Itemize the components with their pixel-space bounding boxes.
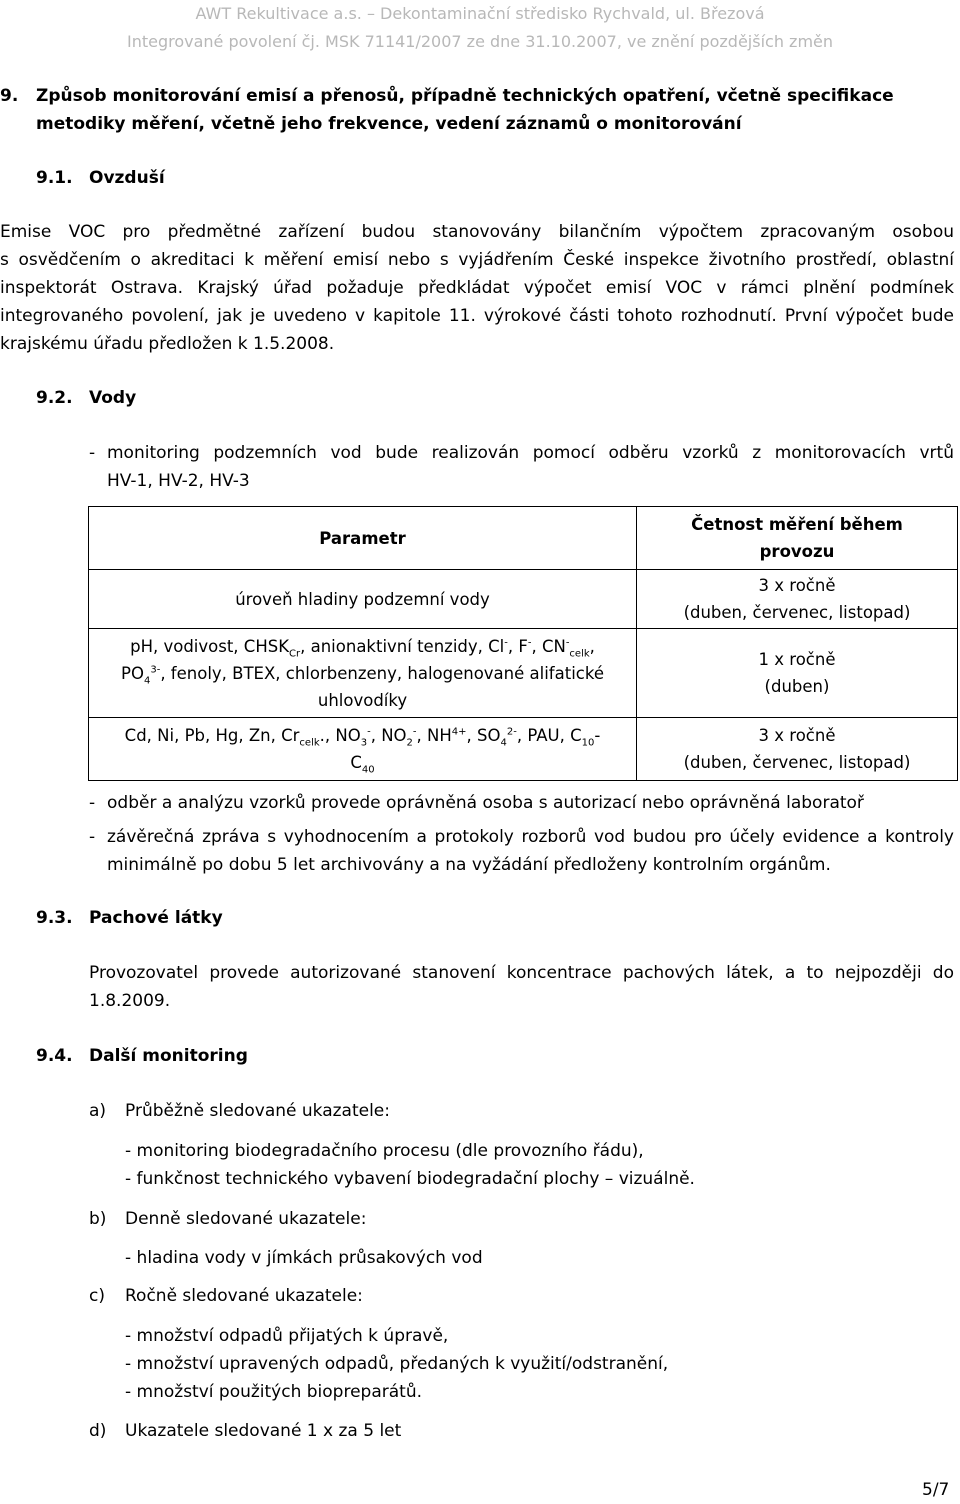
item-b-title: Denně sledované ukazatele: [125,1209,367,1229]
section-9-3-number: 9.3. [36,908,73,928]
table-header-frequency-line-2: provozu [759,542,835,561]
section-9-4-number: 9.4. [36,1046,73,1066]
s91-line-1: Emise VOC pro předmětné zařízení budou stanovovány bilančním výpočtem zpracovaným osobou [0,222,954,242]
item-b-label: b) [89,1209,107,1229]
param-sub: celk [569,647,590,659]
table-cell-frequency [637,570,958,629]
section-9-number: 9. [0,86,19,106]
list-item: - monitoring biodegradačního procesu (dle provozního řádu), [125,1141,644,1161]
param-text: , SO [466,726,501,745]
param-sup: - [527,637,532,648]
table-header-param: Parametr [89,507,637,570]
table-row [89,718,958,781]
param-text: PO [121,663,144,683]
s92-intro-line-2: HV-1, HV-2, HV-3 [107,471,250,491]
table-cell-param [89,629,637,718]
bullet-dash: - [89,793,96,813]
bullet-dash: - [89,827,96,847]
table-header-row [89,507,958,570]
table-cell-frequency [637,629,958,718]
frequency-months: (duben) [764,677,830,696]
param-text: , NO [370,726,407,745]
param-sup: - [565,637,570,648]
s92-intro-line-1: monitoring podzemních vod bude realizován pomocí odběru vzorků z monitorovacích vrtů [107,443,954,463]
param-sub: 2 [406,737,413,749]
param-sup: - [504,637,508,648]
table-header-frequency-line-1: Četnost měření během [691,515,903,534]
param-sub: 3 [360,737,368,749]
param-text: , PAU, C [516,726,582,745]
param-sub: 10 [581,737,595,749]
param-sup: 2- [506,726,517,738]
s91-line-3: inspektorát Ostrava. Krajský úřad požaduje předkládat výpočet emisí VOC v rámci plnění podmínek [0,278,954,298]
table-cell-param: úroveň hladiny podzemní vody [89,570,637,629]
table-row [89,570,958,629]
table-row [89,629,958,718]
header-line-1: AWT Rekultivace a.s. – Dekontaminační středisko Rychvald, ul. Březová [195,4,765,23]
water-monitoring-table [88,506,958,781]
table-cell-frequency [637,718,958,781]
param-line-2 [95,660,630,687]
param-line-2 [95,749,630,776]
section-9-title-line-1: Způsob monitorování emisí a přenosů, případně technických opatření, včetně specifikace [36,86,894,106]
param-sup: - [367,726,371,738]
param-text: , NH [416,726,452,745]
s92-bullet-1: odběr a analýzu vzorků provede oprávněná osoba s autorizací nebo oprávněná laboratoř [107,793,864,813]
s91-line-5: krajskému úřadu předložen k 1.5.2008. [0,334,335,354]
section-9-1-number: 9.1. [36,168,73,188]
param-sup: 3- [150,664,161,675]
section-9-1-title: Ovzduší [89,168,165,188]
list-item: - funkčnost technického vybavení biodegradační plochy – vizuálně. [125,1169,695,1189]
param-text: , F [507,636,528,656]
param-text: Cd, Ni, Pb, Hg, Zn, Cr [124,726,300,745]
param-line-1 [95,722,630,749]
section-9-2-title: Vody [89,388,137,408]
param-sub: 4 [500,737,507,749]
item-c-title: Ročně sledované ukazatele: [125,1286,363,1306]
list-item: - množství upravených odpadů, předaných k využití/odstranění, [125,1354,669,1374]
param-sub: 40 [361,764,375,776]
param-line-1 [95,633,630,660]
section-9-2-number: 9.2. [36,388,73,408]
frequency-months: (duben, červenec, listopad) [683,603,911,622]
frequency-count: 1 x ročně [758,650,836,669]
table-cell-param [89,718,637,781]
param-sub: Cr [289,647,301,659]
page-number: 5/7 [922,1480,950,1500]
item-d-title: Ukazatele sledované 1 x za 5 let [125,1421,402,1441]
table-header-frequency [637,507,958,570]
list-item: - hladina vody v jímkách průsakových vod [125,1248,483,1268]
param-line-3: uhlovodíky [317,690,408,710]
item-a-label: a) [89,1101,107,1121]
param-text: pH, vodivost, CHSK [130,636,290,656]
param-text: ., NO [319,726,361,745]
param-text: C [350,753,362,772]
param-sub: 4 [143,674,151,686]
item-c-label: c) [89,1286,105,1306]
frequency-count: 3 x ročně [758,576,836,595]
frequency-months: (duben, červenec, listopad) [683,753,911,772]
param-text: , anionaktivní tenzidy, Cl [300,636,505,656]
section-9-4-title: Další monitoring [89,1046,248,1066]
section-9-3-title: Pachové látky [89,908,223,928]
s93-line-2: 1.8.2009. [89,991,171,1011]
header-line-2: Integrované povolení čj. MSK 71141/2007 ze dne 31.10.2007, ve znění pozdějších změn [126,32,834,51]
param-text: - [594,726,601,745]
s92-bullet-2-line-2: minimálně po dobu 5 let archivovány a na vyžádání předloženy kontrolním orgánům. [107,855,831,875]
list-item: - množství použitých biopreparátů. [125,1382,423,1402]
section-9-title-line-2: metodiky měření, včetně jeho frekvence, vedení záznamů o monitorování [36,114,742,134]
s91-line-4: integrovaného povolení, jak je uvedeno v kapitole 11. výrokové části tohoto rozhodnutí. První výpočet bude [0,306,954,326]
item-a-title: Průběžně sledované ukazatele: [125,1101,390,1121]
list-item: - množství odpadů přijatých k úpravě, [125,1326,449,1346]
s93-line-1: Provozovatel provede autorizované stanovení koncentrace pachových látek, a to nejpozději do [89,963,954,983]
param-text: , fenoly, BTEX, chlorbenzeny, halogenované alifatické [160,663,604,683]
s91-line-2: s osvědčením o akreditaci k měření emisí nebo s vyjádřením České inspekce životního prostředí, oblastní [0,250,954,270]
param-sub: celk [299,737,320,749]
param-sup: - [412,726,417,738]
param-sup: 4+ [451,726,467,738]
item-d-label: d) [89,1421,107,1441]
bullet-dash: - [89,443,96,463]
frequency-count: 3 x ročně [758,726,836,745]
s92-bullet-2-line-1: závěrečná zpráva s vyhodnocením a protokoly rozborů vod budou pro účely evidence a kontroly [107,827,954,847]
param-text: , CN [531,636,566,656]
param-text: , [589,636,595,656]
